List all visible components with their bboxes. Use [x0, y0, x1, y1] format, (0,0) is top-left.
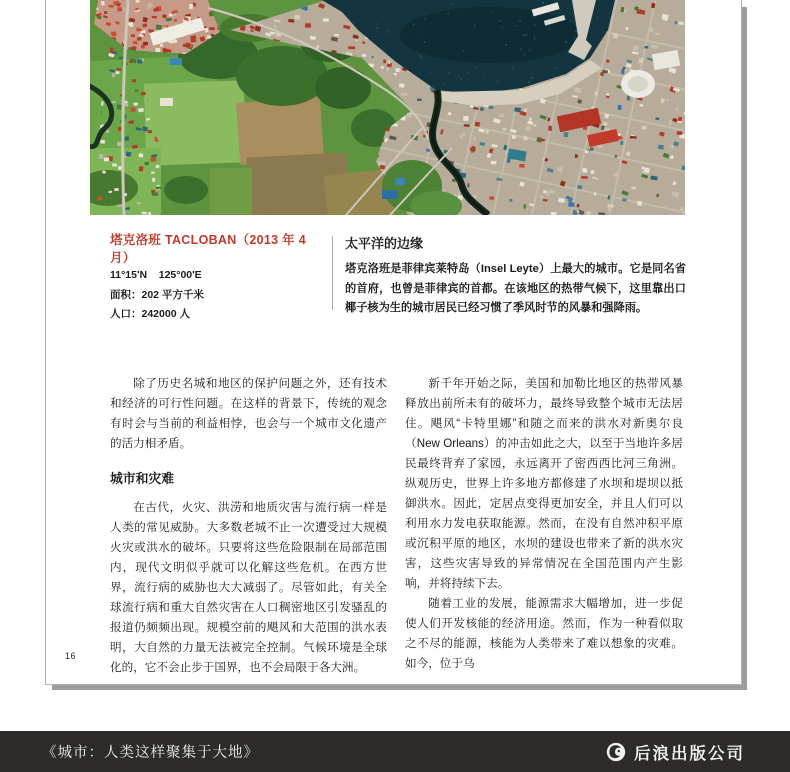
article-column-left — [110, 374, 387, 678]
caption-coordinates: 11°15'N 125°00'E — [110, 269, 202, 281]
footer-book-title: 《城市：人类这样聚集于大地》 — [42, 745, 259, 761]
intro-heading: 太平洋的边缘 — [345, 236, 424, 251]
photo-caption — [110, 230, 325, 325]
paragraph: 新千年开始之际，美国和加勒比地区的热带风暴释放出前所未有的破坏力，最终导致整个城市无法居住。飓风“卡特里娜”和随之而来的洪水对新奥尔良（New Orleans）的冲击如此之大，以至于当地许多居民最终背弃了家园，永远离开了密西西比河三角洲。纵观历史，世界上许多地方都修建了水坝和堤坝以抵御洪水。因此，定居点变得更加安全，并且人们可以利用水力发电获取能源。然而，在没有自然冲积平原或沉积平原的地区，水坝的建设也带来了新的洪水灾害，这些灾害导致的异常情况在全国范围内产生影响，并将持续下去。 — [405, 377, 683, 590]
intro-body: 塔克洛班是菲律宾莱特岛（Insel Leyte）上最大的城市。它是同名省的首府，也曾是菲律宾的首都。在该地区的热带气候下，这里靠出口椰子核为生的城市居民已经习惯了季风时节的风暴和强降雨。 — [345, 263, 686, 314]
footer-bar — [0, 731, 790, 772]
satellite-photo-art — [90, 0, 685, 215]
paragraph: 除了历史名城和地区的保护问题之外，还有技术和经济的可行性问题。在这样的背景下，传统的观念有时会与当前的利益相悖，也会与一个城市文化遗产的活力相矛盾。 — [110, 377, 387, 450]
caption-area: 面积：202 平方千米 — [110, 288, 204, 301]
paragraph: 在古代，火灾、洪涝和地质灾害与流行病一样是人类的常见威胁。大多数老城不止一次遭受过大规模火灾或洪水的破坏。只要将这些危险限制在局部范围内，现代文明似乎就可以化解这些危机。在西方世界，流行病的威胁也大大减弱了。尽管如此，有关全球流行病和重大自然灾害在人口稠密地区引发骚乱的报道仍频频出现。规模空前的飓风和大范围的洪水表明，大自然的力量无法被完全控制。气候环境是全球化的，它不会止步于国界，也不会局限于各大洲。 — [110, 501, 387, 674]
publisher-brand — [605, 740, 745, 764]
wave-logo-icon — [605, 741, 627, 763]
caption-divider — [332, 236, 333, 310]
article-column-right — [405, 374, 683, 674]
intro-block — [345, 233, 686, 319]
caption-title: 塔克洛班 TACLOBAN（2013 年 4 月） — [110, 233, 306, 265]
paragraph: 随着工业的发展，能源需求大幅增加，进一步促使人们开发核能的经济用途。然而，作为一种看似取之不尽的能源，核能为人类带来了难以想象的灾难。如今，位于乌 — [405, 597, 683, 670]
book-page — [45, 0, 742, 685]
publisher-name: 后浪出版公司 — [634, 744, 745, 763]
section-heading: 城市和灾难 — [110, 471, 174, 486]
page-number: 16 — [65, 651, 77, 661]
caption-population: 人口：242000 人 — [110, 308, 190, 320]
satellite-photo — [90, 0, 685, 215]
